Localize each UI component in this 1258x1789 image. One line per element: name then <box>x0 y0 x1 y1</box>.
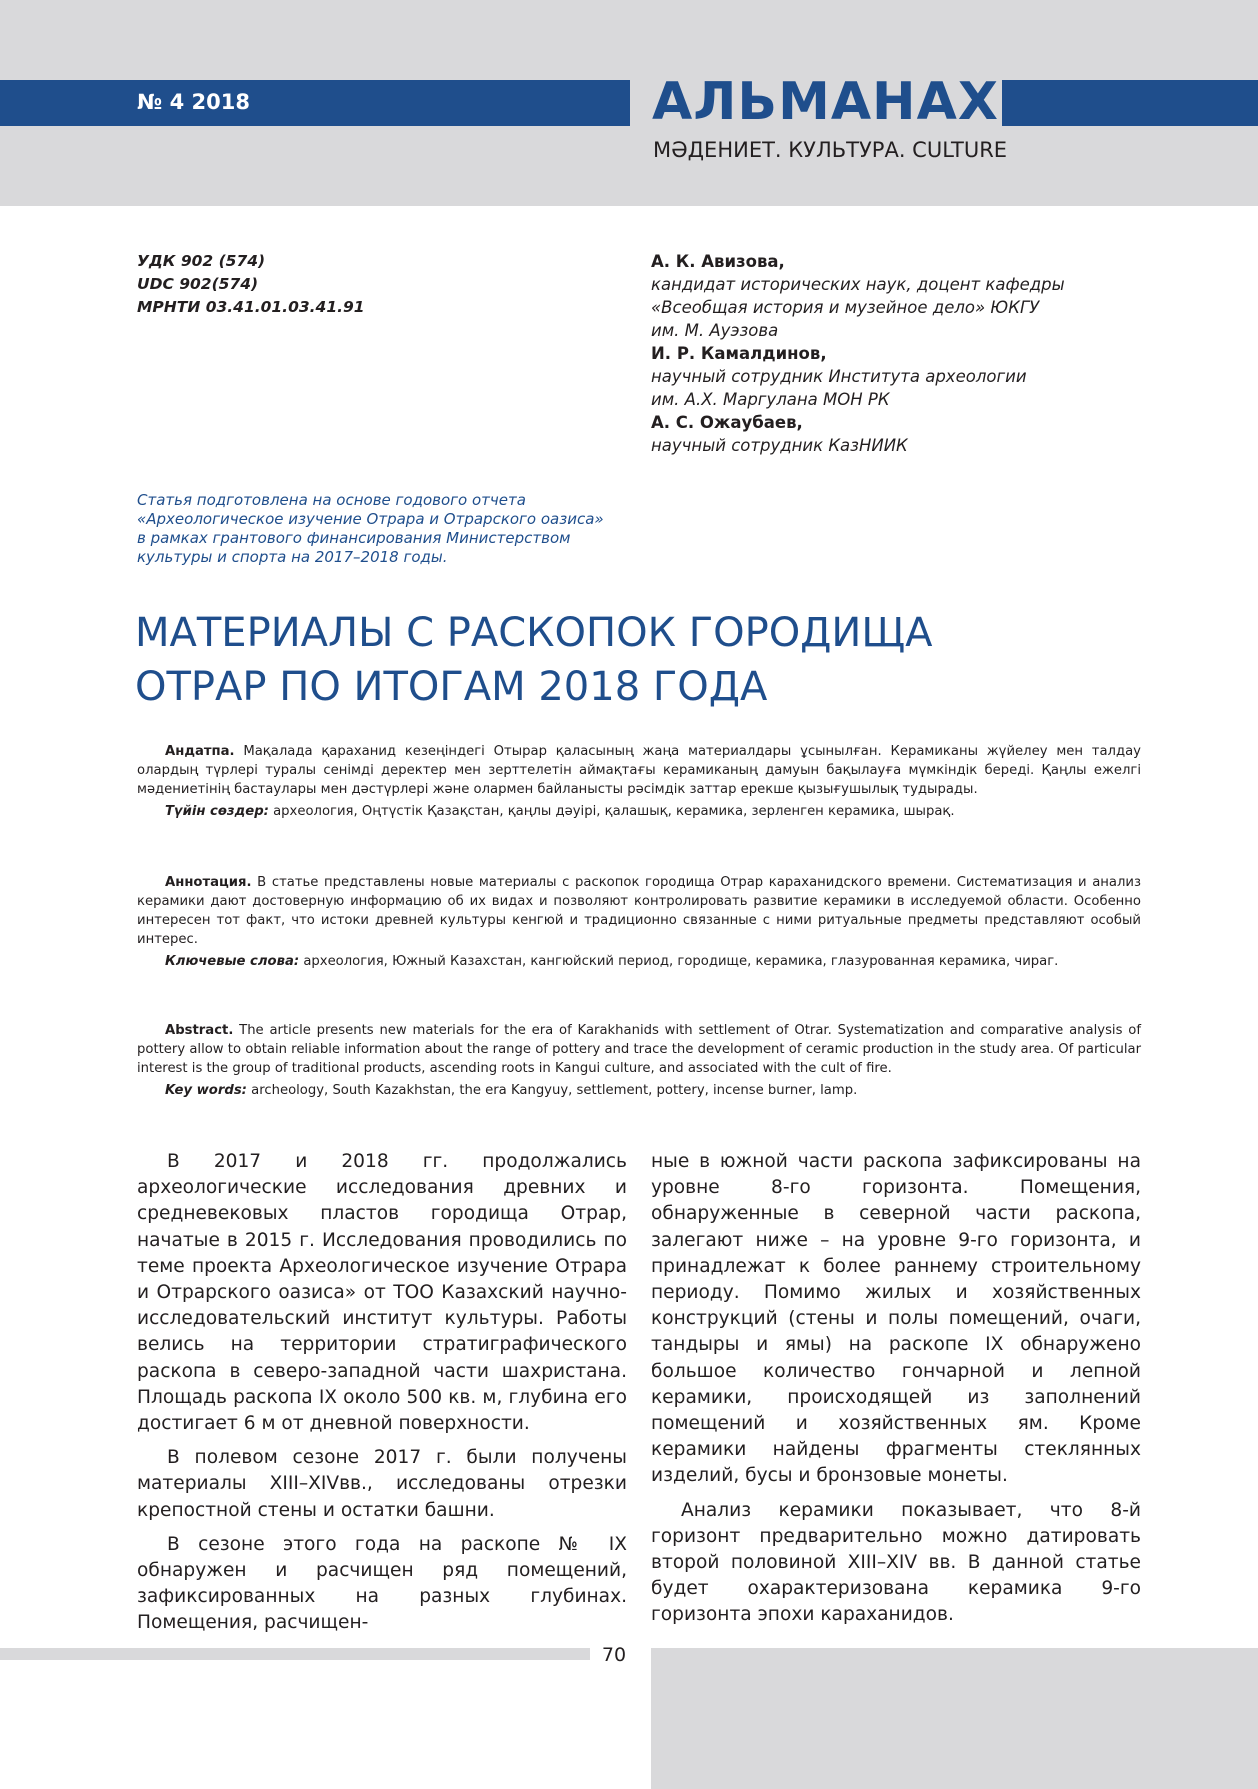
header-bar-right <box>1002 80 1258 126</box>
grant-note-line: «Археологическое изучение Отрара и Отрарского оазиса» <box>137 510 604 528</box>
author-affiliation: им. А.Х. Маргулана МОН РК <box>651 390 890 409</box>
keywords-label: Ключевые слова: <box>165 954 300 969</box>
keywords-label: Key words: <box>165 1083 247 1098</box>
abstract-text: The article presents new materials for the era of Karakhanids with settlement of Otrar. Systematization and comparative analysis of pottery allow to obtain reliable information about the range of pottery and trace the development of ceramic production in the study area. Of particular interest is the group of traditional products, ascending roots in Kangui culture, and associated with the cult of fire. <box>137 1023 1141 1076</box>
article-title <box>135 606 1145 714</box>
udk-code: УДК 902 (574) <box>137 252 266 270</box>
grant-note <box>137 491 604 567</box>
article-title-line: ОТРАР ПО ИТОГАМ 2018 ГОДА <box>135 664 768 710</box>
footer-rule <box>0 1648 590 1660</box>
body-paragraph: ные в южной части раскопа зафиксированы на уровне 8-го горизонта. Помещения, обнаруженные в северной части раскопа, залегают ниже – на уровне 9-го горизонта, и принадлежат к более раннему строительному периоду. Помимо жилых и хозяйственных конструкций (стены и полы помещений, очаги, тандыры и ямы) на раскопе IX обнаружено большое количество гончарной и лепной керамики, происходящей из заполнений помещений и хозяйственных ям. Кроме керамики найдены фрагменты стеклянных изделий, бусы и бронзовые монеты. <box>651 1151 1141 1487</box>
author-affiliation: научный сотрудник Института археологии <box>651 367 1027 386</box>
body-paragraph: В сезоне этого года на раскопе № IX обнаружен и расчищен ряд помещений, зафиксированных на разных глубинах. Помещения, расчищен- <box>137 1533 627 1634</box>
author-name: А. К. Авизова, <box>651 252 785 271</box>
body-column-right <box>651 1149 1141 1637</box>
author-affiliation: научный сотрудник КазНИИК <box>651 436 908 455</box>
body-column-left <box>137 1149 627 1645</box>
header-bar-left <box>0 80 630 126</box>
keywords-text: археология, Оңтүстік Қазақстан, қаңлы дәуірі, қалашық, керамика, зерленген керамика, шырақ. <box>268 804 955 819</box>
body-paragraph: Анализ керамики показывает, что 8-й горизонт предварительно можно датировать второй половиной XIII–XIV вв. В данной статье будет охарактеризована керамика 9-го горизонта эпохи караханидов. <box>651 1499 1141 1626</box>
footer-block <box>651 1648 1258 1789</box>
page-number: 70 <box>601 1644 627 1666</box>
udc-code: UDC 902(574) <box>137 275 259 293</box>
author-affiliation: кандидат исторических наук, доцент кафедры <box>651 275 1065 294</box>
abstract-kazakh <box>137 742 1141 821</box>
keywords-text: archeology, South Kazakhstan, the era Kangyuy, settlement, pottery, incense burner, lamp. <box>246 1083 858 1098</box>
abstract-text: Мақалада қараханид кезеңіндегі Отырар қаласының жаңа материалдары ұсынылған. Керамиканы жүйелеу мен талдау олардың түрлері туралы сенімді деректер мен зерттелетін аймақтағы керамиканың дамуын бақылауға мүмкіндік береді. Қаңлы ежелгі мәдениетінің бастаулары мен дәстүрлері және олармен байланысты рәсімдік заттар ерекше қызығушылық тудырады. <box>137 744 1141 797</box>
grant-note-line: в рамках грантового финансирования Министерством <box>137 529 571 547</box>
classification-codes <box>137 250 365 319</box>
issue-number: № 4 2018 <box>137 90 250 114</box>
abstract-label: Андатпа. <box>165 744 235 759</box>
mrnti-code: МРНТИ 03.41.01.03.41.91 <box>137 298 365 316</box>
author-name: А. С. Ожаубаев, <box>651 413 803 432</box>
abstract-text: В статье представлены новые материалы с раскопок городища Отрар караханидского времени. Систематизация и анализ керамики дают достоверную информацию об их видах и позволяют контролировать развитие керамики в исследуемой области. Особенно интересен тот факт, что истоки древней культуры кенгюй и традиционно связанные с ними ритуальные предметы представляют особый интерес. <box>137 875 1141 947</box>
abstract-english <box>137 1021 1141 1100</box>
body-paragraph: В полевом сезоне 2017 г. были получены материалы XIII–XIVвв., исследованы отрезки крепостной стены и остатки башни. <box>137 1447 627 1521</box>
body-paragraph: В 2017 и 2018 гг. продолжались археологические исследования древних и средневековых пластов городища Отрар, начатые в 2015 г. Исследования проводились по теме проекта Археологическое изучение Отрара и Отрарского оазиса» от ТОО Казахский научно-исследовательский институт культуры. Работы велись на территории стратиграфического раскопа в северо-западной части шахристана. Площадь раскопа IX около 500 кв. м, глубина его достигает 6 м от дневной поверхности. <box>137 1151 627 1435</box>
abstract-russian <box>137 873 1141 971</box>
abstract-label: Abstract. <box>165 1023 234 1038</box>
grant-note-line: Статья подготовлена на основе годового отчета <box>137 491 526 509</box>
keywords-text: археология, Южный Казахстан, кангюйский период, городище, керамика, глазурованная керамика, чираг. <box>299 954 1059 969</box>
article-title-line: МАТЕРИАЛЫ С РАСКОПОК ГОРОДИЩА <box>135 610 933 656</box>
author-affiliation: «Всеобщая история и музейное дело» ЮКГУ <box>651 298 1040 317</box>
grant-note-line: культуры и спорта на 2017–2018 годы. <box>137 548 448 566</box>
author-affiliation: им. М. Ауэзова <box>651 321 779 340</box>
keywords-label: Түйін сөздер: <box>165 804 269 819</box>
journal-subtitle: МӘДЕНИЕТ. КУЛЬТУРА. CULTURE <box>653 138 1008 162</box>
abstract-label: Аннотация. <box>165 875 252 890</box>
journal-title: АЛЬМАНАХ <box>652 72 999 132</box>
author-name: И. Р. Камалдинов, <box>651 344 827 363</box>
author-block <box>651 250 1171 457</box>
